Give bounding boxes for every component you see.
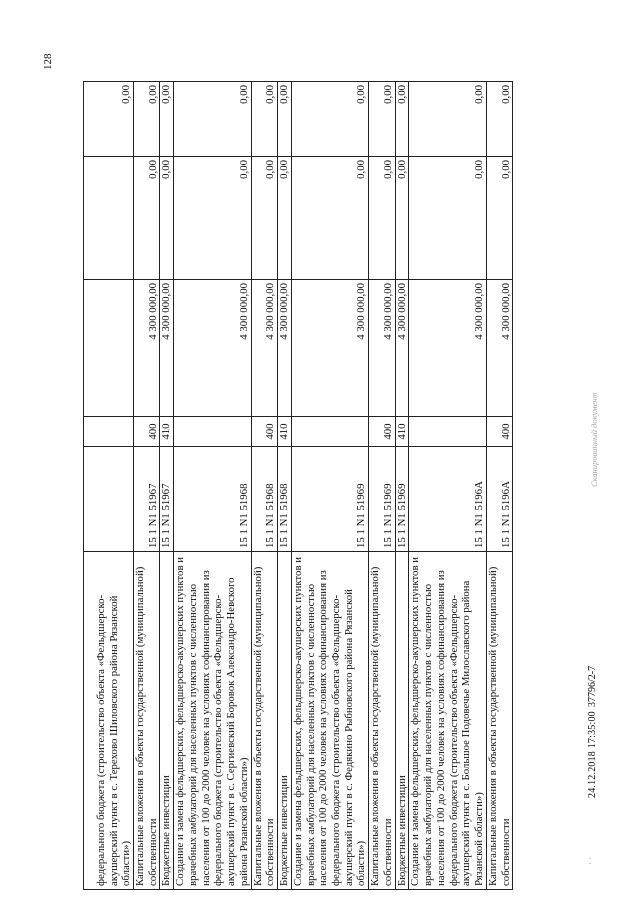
row-name: Создание и замена фельдшерских, фельдшерско-акушерских пунктов и врачебных амбулаторий для населенных пунктов с численностью населения от 100 до 2000 человек на условиях софинансирования из федерального бюджета (строительство объекта «Фельдшерско-акушерский пункт в с. Сергиевский Боровок Александро-Невского района Рязанской области»): [174, 552, 251, 890]
row-name: Создание и замена фельдшерских, фельдшерско-акушерских пунктов и врачебных амбулаторий для населенных пунктов с численностью населения от 100 до 2000 человек на условиях софинансирования из федерального бюджета (строительство объекта «Фельдшерско-акушерский пункт в с. Федякино Рыбновского района Рязанской области»): [291, 552, 368, 890]
row-name: Капитальные вложения в объекты государственной (муниципальной) собственности: [486, 552, 512, 890]
row-name: Капитальные вложения в объекты государственной (муниципальной) собственности: [134, 552, 160, 890]
row-amount-3: 0,00: [395, 82, 409, 157]
row-amount-1: 4 300 000,00: [278, 280, 292, 417]
row-amount-2: 0,00: [409, 157, 486, 280]
row-code: 15 1 N1 51969: [369, 447, 395, 552]
row-code: 15 1 N1 51969: [291, 447, 368, 552]
row-code: 15 1 N1 51967: [160, 447, 174, 552]
row-amount-2: 0,00: [134, 157, 160, 280]
table-row: [409, 82, 486, 890]
row-type: [291, 417, 368, 447]
row-type: 410: [160, 417, 174, 447]
row-type: 400: [486, 417, 512, 447]
row-type: 410: [395, 417, 409, 447]
row-amount-2: 0,00: [291, 157, 368, 280]
footer-date: 24.12.2018 17:35:00: [587, 711, 598, 798]
row-amount-3: 0,00: [84, 82, 134, 157]
row-amount-1: 4 300 000,00: [369, 280, 395, 417]
row-name: Бюджетные инвестиции: [160, 552, 174, 890]
table-row: [174, 82, 251, 890]
row-name: Капитальные вложения в объекты государственной (муниципальной) собственности: [369, 552, 395, 890]
row-type: 400: [134, 417, 160, 447]
row-name: Бюджетные инвестиции: [395, 552, 409, 890]
table-row: [84, 82, 134, 890]
budget-table-body: [84, 82, 513, 890]
footer-doc-id: 37796/2-7: [587, 665, 598, 707]
row-amount-1: 4 300 000,00: [486, 280, 512, 417]
row-amount-1: 4 300 000,00: [395, 280, 409, 417]
row-type: 410: [278, 417, 292, 447]
row-code: 15 1 N1 5196A: [486, 447, 512, 552]
table-row: [369, 82, 395, 890]
row-amount-2: 0,00: [369, 157, 395, 280]
row-type: [84, 417, 134, 447]
table-row: [251, 82, 277, 890]
table-row: [291, 82, 368, 890]
row-code: 15 1 N1 5196A: [409, 447, 486, 552]
row-code: 15 1 N1 51969: [395, 447, 409, 552]
row-name: Создание и замена фельдшерских, фельдшерско-акушерских пунктов и врачебных амбулаторий для населенных пунктов с численностью населения от 100 до 2000 человек на условиях софинансирования из федерального бюджета (строительство объекта «Фельдшерско-акушерский пункт в с. Большое Подовечье Милославского района Рязанской области»): [409, 552, 486, 890]
row-amount-1: 4 300 000,00: [291, 280, 368, 417]
row-amount-1: 4 300 000,00: [160, 280, 174, 417]
row-type: [409, 417, 486, 447]
row-amount-1: 4 300 000,00: [409, 280, 486, 417]
row-name: федерального бюджета (строительство объекта «Фельдшерско-акушерский пункт в с. Терехово Шиловского района Рязанской области»): [84, 552, 134, 890]
row-name: Бюджетные инвестиции: [278, 552, 292, 890]
table-row: [395, 82, 409, 890]
row-amount-3: 0,00: [160, 82, 174, 157]
budget-table: [83, 81, 513, 890]
row-amount-2: 0,00: [251, 157, 277, 280]
row-amount-2: [84, 157, 134, 280]
row-amount-2: 0,00: [278, 157, 292, 280]
table-row: [134, 82, 160, 890]
row-code: [84, 447, 134, 552]
row-code: 15 1 N1 51967: [134, 447, 160, 552]
row-code: 15 1 N1 51968: [278, 447, 292, 552]
table-row: [160, 82, 174, 890]
row-amount-2: 0,00: [486, 157, 512, 280]
row-amount-3: 0,00: [278, 82, 292, 157]
row-amount-1: 4 300 000,00: [251, 280, 277, 417]
row-type: [174, 417, 251, 447]
row-amount-3: 0,00: [251, 82, 277, 157]
row-amount-2: 0,00: [395, 157, 409, 280]
row-amount-3: 0,00: [369, 82, 395, 157]
row-type: 400: [251, 417, 277, 447]
row-amount-3: 0,00: [486, 82, 512, 157]
margin-mark: · ·: [585, 856, 595, 865]
row-amount-1: 4 300 000,00: [134, 280, 160, 417]
row-amount-3: 0,00: [174, 82, 251, 157]
row-code: 15 1 N1 51968: [174, 447, 251, 552]
row-amount-3: 0,00: [409, 82, 486, 157]
table-row: [278, 82, 292, 890]
row-code: 15 1 N1 51968: [251, 447, 277, 552]
row-amount-1: [84, 280, 134, 417]
row-amount-2: 0,00: [160, 157, 174, 280]
row-name: Капитальные вложения в объекты государственной (муниципальной) собственности: [251, 552, 277, 890]
scan-stamp: Сканированный документ: [589, 392, 599, 487]
row-amount-2: 0,00: [174, 157, 251, 280]
row-amount-3: 0,00: [291, 82, 368, 157]
row-amount-3: 0,00: [134, 82, 160, 157]
page-number: 128: [42, 53, 54, 70]
table-row: [486, 82, 512, 890]
row-amount-1: 4 300 000,00: [174, 280, 251, 417]
row-type: 400: [369, 417, 395, 447]
